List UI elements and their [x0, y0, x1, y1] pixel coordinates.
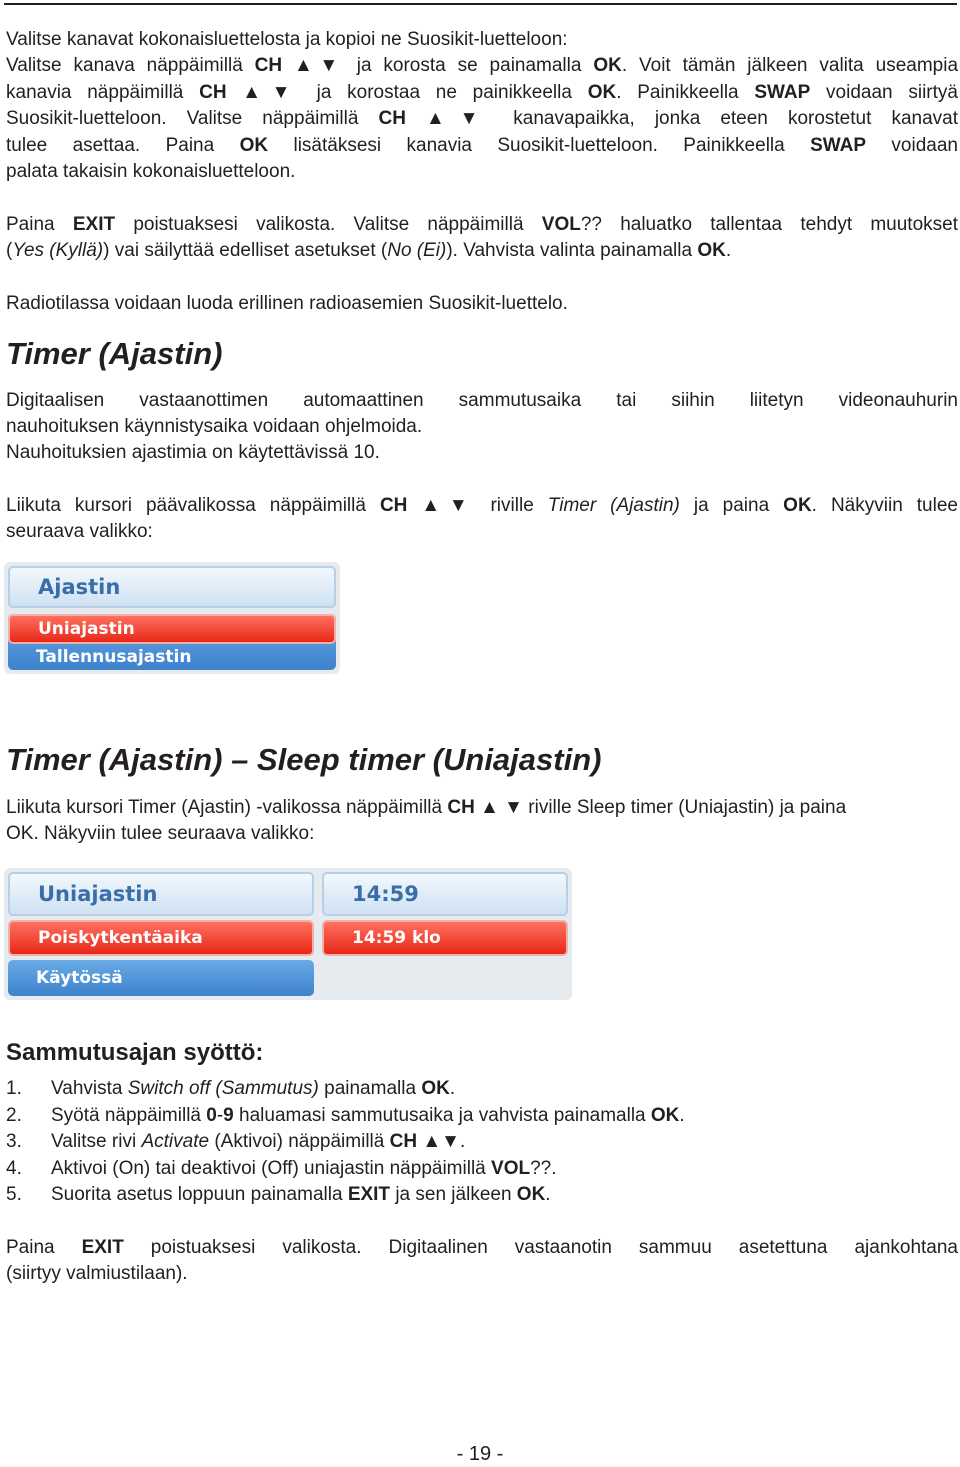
list-item: 1. Vahvista Switch off (Sammutus) painamalla OK.	[6, 1078, 456, 1099]
heading-timer: Timer (Ajastin)	[6, 336, 223, 371]
clock-display: 14:59	[322, 872, 568, 916]
list-item: 5. Suorita asetus loppuun painamalla EXIT ja sen jälkeen OK.	[6, 1184, 551, 1205]
instruction-line-4: Suosikit-luetteloon. Valitse näppäimillä CH ▲▼ kanavapaikka, jonka eteen korostetut kanavat	[6, 108, 958, 129]
exit-line-1: Paina EXIT poistuaksesi valikosta. Valitse näppäimillä VOL?? haluatko tallentaa tehdyt muutokset	[6, 214, 958, 235]
instruction-line-3: kanavia näppäimillä CH ▲▼ ja korostaa ne painikkeella OK. Painikkeella SWAP voidaan siirtyä	[6, 82, 958, 103]
page-number: - 19 -	[456, 1443, 504, 1465]
menu-title-ajastin: Ajastin	[8, 566, 336, 608]
timer-desc-1: Digitaalisen vastaanottimen automaattinen sammutusaika tai siihin liitetyn videonauhurin	[6, 390, 958, 411]
timer-nav-2: seuraava valikko:	[6, 521, 153, 542]
exit-line-2: (Yes (Kyllä)) vai säilyttää edelliset asetukset (No (Ei)). Vahvista valinta painamalla OK.	[6, 240, 732, 261]
list-item: 3. Valitse rivi Activate (Aktivoi) näppäimillä CH ▲▼.	[6, 1131, 466, 1152]
menu-item-poiskytkentaaika[interactable]: Poiskytkentäaika	[8, 920, 314, 956]
list-item: 4. Aktivoi (On) tai deaktivoi (Off) uniajastin näppäimillä VOL??.	[6, 1157, 557, 1179]
final-exit-2: (siirtyy valmiustilaan).	[6, 1263, 188, 1284]
menu-item-uniajastin[interactable]: Uniajastin	[8, 614, 336, 644]
sleep-nav-1: Liikuta kursori Timer (Ajastin) -valikossa näppäimillä CH ▲ ▼ riville Sleep timer (Uniajastin) ja paina	[6, 797, 847, 818]
heading-sleep-timer: Timer (Ajastin) – Sleep timer (Uniajastin)	[6, 742, 602, 777]
heading-switch-off-input: Sammutusajan syöttö:	[6, 1039, 264, 1066]
instruction-line-5: tulee asettaa. Paina OK lisätäksesi kanavia Suosikit-luetteloon. Painikkeella SWAP voidaan	[6, 135, 958, 156]
menu-item-tallennusajastin[interactable]: Tallennusajastin	[36, 647, 192, 667]
instruction-line-6: palata takaisin kokonaisluetteloon.	[6, 161, 296, 182]
top-rule	[4, 3, 957, 5]
timer-menu-screenshot	[4, 562, 340, 674]
timer-desc-3: Nauhoituksien ajastimia on käytettävissä 10.	[6, 442, 380, 463]
steps-list	[6, 1076, 906, 1209]
switch-off-time-value[interactable]: 14:59 klo	[322, 920, 568, 956]
sleep-nav-2: OK. Näkyviin tulee seuraava valikko:	[6, 823, 315, 844]
radio-note: Radiotilassa voidaan luoda erillinen radioasemien Suosikit-luettelo.	[6, 293, 568, 314]
intro-line: Valitse kanavat kokonaisluettelosta ja kopioi ne Suosikit-luetteloon:	[6, 29, 568, 50]
timer-desc-2: nauhoituksen käynnistysaika voidaan ohjelmoida.	[6, 416, 423, 437]
menu-title-uniajastin: Uniajastin	[8, 872, 314, 916]
sleep-timer-menu-screenshot	[4, 868, 572, 1000]
menu-item-kaytossa[interactable]: Käytössä	[8, 960, 314, 996]
list-item: 2. Syötä näppäimillä 0-9 haluamasi sammutusaika ja vahvista painamalla OK.	[6, 1104, 685, 1126]
timer-nav-1: Liikuta kursori päävalikossa näppäimillä CH ▲▼ riville Timer (Ajastin) ja paina OK. Näkyviin tulee	[6, 495, 958, 516]
instruction-line-2: Valitse kanava näppäimillä CH ▲▼ ja korosta se painamalla OK. Voit tämän jälkeen valita useampia	[6, 55, 959, 76]
final-exit-1: Paina EXIT poistuaksesi valikosta. Digitaalinen vastaanotin sammuu asetettuna ajankohtana	[6, 1237, 958, 1258]
